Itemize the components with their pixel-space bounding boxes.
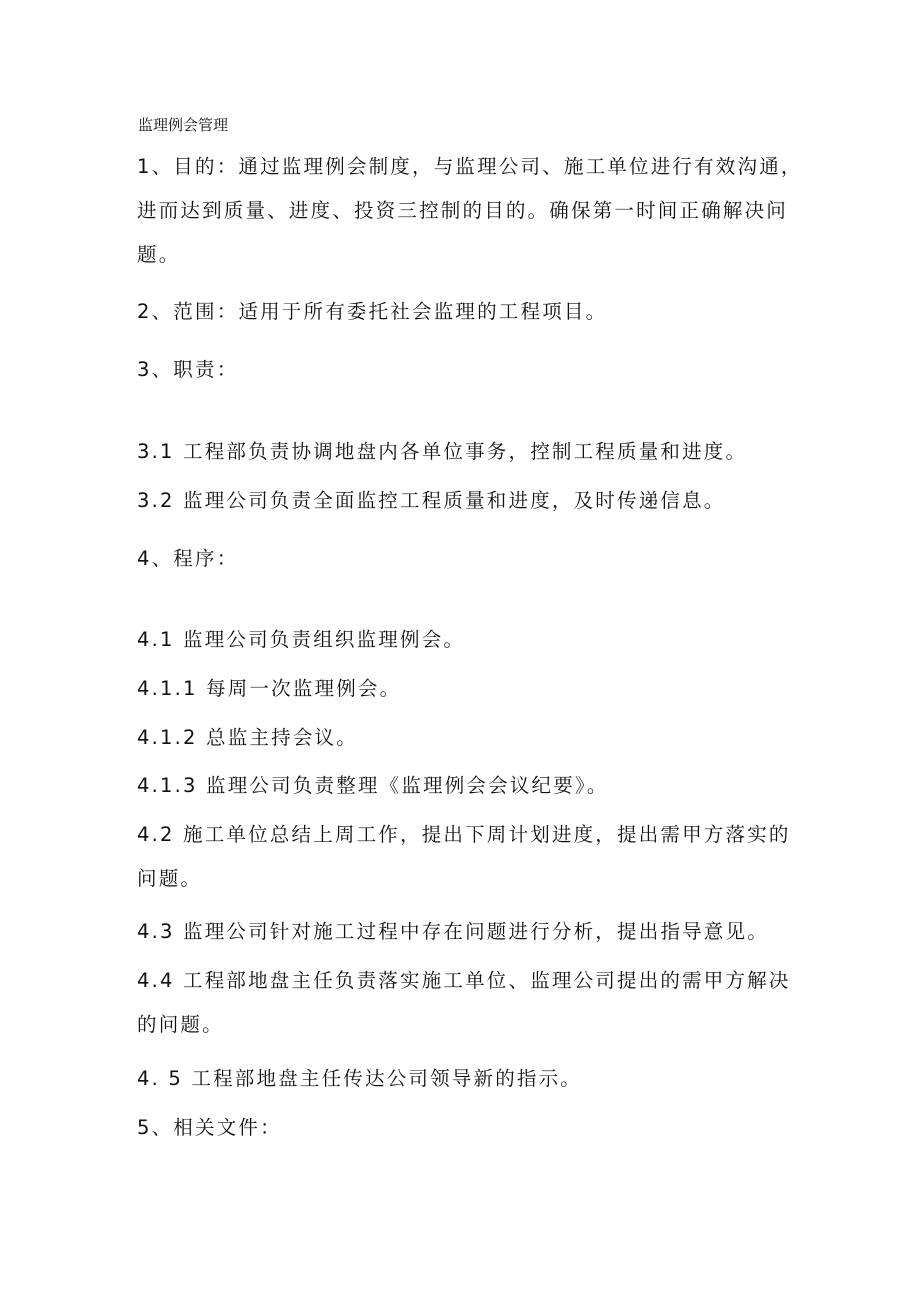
purpose-line-3: 题。	[137, 243, 181, 266]
procedure-item-4-2	[137, 813, 791, 901]
procedure-item-4-1: 4.1 监理公司负责组织监理例会。	[137, 628, 466, 651]
duty-item-3-1: 3.1 工程部负责协调地盘内各单位事务，控制工程质量和进度。	[137, 440, 748, 463]
purpose-line-2: 进而达到质量、进度、投资三控制的目的。确保第一时间正确解决问	[137, 199, 789, 222]
duty-item-3-2: 3.2 监理公司负责全面监控工程质量和进度，及时传递信息。	[137, 489, 726, 512]
procedure-item-4-4	[137, 959, 791, 1047]
procedure-item-4-1-2: 4.1.2 总监主持会议。	[137, 726, 358, 749]
procedure-heading: 4、程序：	[137, 547, 239, 570]
duty-heading: 3、职责：	[137, 358, 239, 381]
procedure-item-4-3: 4.3 监理公司针对施工过程中存在问题进行分析，提出指导意见。	[137, 920, 769, 943]
purpose-line-1: 1、目的：通过监理例会制度，与监理公司、施工单位进行有效沟通，	[137, 155, 803, 178]
procedure-item-4-4-line-2: 的问题。	[137, 1013, 224, 1036]
scope-paragraph: 2、范围：适用于所有委托社会监理的工程项目。	[137, 300, 608, 323]
procedure-item-4-5: 4. 5 工程部地盘主任传达公司领导新的指示。	[137, 1067, 583, 1090]
document-title: 监理例会管理	[138, 116, 229, 134]
purpose-paragraph	[137, 145, 803, 277]
procedure-item-4-2-line-1: 4.2 施工单位总结上周工作，提出下周计划进度，提出需甲方落实的	[137, 823, 791, 846]
procedure-item-4-4-line-1: 4.4 工程部地盘主任负责落实施工单位、监理公司提出的需甲方解决	[137, 969, 791, 992]
procedure-item-4-2-line-2: 问题。	[137, 867, 203, 890]
procedure-item-4-1-3: 4.1.3 监理公司负责整理《监理例会会议纪要》。	[137, 774, 609, 797]
related-documents-heading: 5、相关文件：	[137, 1116, 282, 1139]
procedure-item-4-1-1: 4.1.1 每周一次监理例会。	[137, 677, 402, 700]
